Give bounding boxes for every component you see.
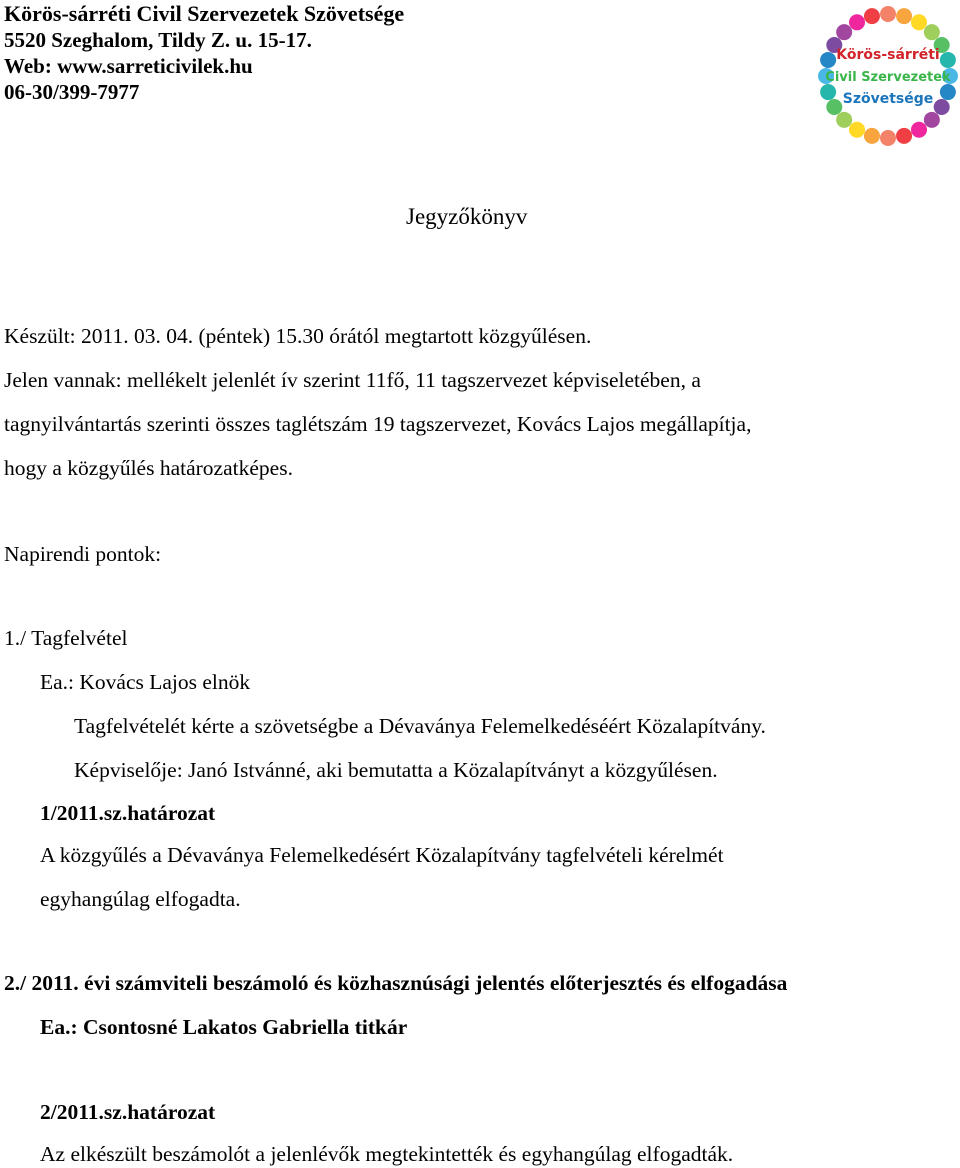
- logo-dot: [924, 24, 940, 40]
- logo-dot: [864, 8, 880, 24]
- logo-dot: [896, 128, 912, 144]
- logo-dot: [849, 14, 865, 30]
- org-web: Web: www.sarreticivilek.hu: [4, 54, 253, 78]
- item1-presenter: Ea.: Kovács Lajos elnök: [40, 670, 251, 694]
- intro-line-3: tagnyilvántartás szerinti összes taglétszám 19 tagszervezet, Kovács Lajos megállapítja,: [4, 412, 752, 436]
- org-phone: 06-30/399-7977: [4, 80, 140, 104]
- logo-dot: [820, 84, 836, 100]
- agenda-heading: Napirendi pontok:: [4, 542, 162, 566]
- logo-dot: [924, 112, 940, 128]
- logo-dot: [880, 6, 896, 22]
- item1-text-1: Tagfelvételét kérte a szövetségbe a Dévaványa Felemelkedéséért Közalapítvány.: [74, 714, 766, 738]
- logo-dot: [880, 130, 896, 146]
- item1-text-2: Képviselője: Janó Istvánné, aki bemutatta a Közalapítványt a közgyűlésen.: [74, 758, 718, 782]
- org-address: 5520 Szeghalom, Tildy Z. u. 15-17.: [4, 28, 312, 52]
- logo-dot: [940, 84, 956, 100]
- item1-resolution-text-2: egyhangúlag elfogadta.: [40, 887, 241, 911]
- logo-dot: [896, 8, 912, 24]
- logo-dot: [836, 24, 852, 40]
- item2-resolution-number: 2/2011.sz.határozat: [40, 1100, 216, 1124]
- intro-line-1: Készült: 2011. 03. 04. (péntek) 15.30 órától megtartott közgyűlésen.: [4, 324, 592, 348]
- logo-dot: [820, 52, 836, 68]
- logo-dot: [934, 99, 950, 115]
- item1-resolution-text-1: A közgyűlés a Dévaványa Felemelkedésért Közalapítvány tagfelvételi kérelmét: [40, 843, 724, 867]
- logo-dot: [836, 112, 852, 128]
- logo-dot: [864, 128, 880, 144]
- logo-dot: [849, 122, 865, 138]
- intro-line-2: Jelen vannak: mellékelt jelenlét ív szerint 11fő, 11 tagszervezet képviseletében, a: [4, 368, 701, 392]
- logo-text-line1: Körös-sárréti: [836, 47, 940, 63]
- item1-resolution-number: 1/2011.sz.határozat: [40, 801, 216, 825]
- intro-line-4: hogy a közgyűlés határozatképes.: [4, 456, 293, 480]
- logo-dot: [940, 52, 956, 68]
- logo-dot: [911, 122, 927, 138]
- logo-text-line2: Civil Szervezetek: [825, 70, 951, 85]
- item2-presenter: Ea.: Csontosné Lakatos Gabriella titkár: [40, 1015, 408, 1039]
- logo-dot: [826, 99, 842, 115]
- item1-title: 1./ Tagfelvétel: [4, 626, 128, 650]
- organization-logo: [816, 4, 960, 148]
- org-name: Körös-sárréti Civil Szervezetek Szövetsége: [4, 1, 405, 26]
- item2-title: 2./ 2011. évi számviteli beszámoló és közhasznúsági jelentés előterjesztés és elfogadása: [4, 971, 788, 995]
- document-title: Jegyzőkönyv: [406, 204, 528, 229]
- logo-dot: [911, 14, 927, 30]
- logo-text-line3: Szövetsége: [842, 91, 934, 107]
- item2-resolution-text-1: Az elkészült beszámolót a jelenlévők megtekintették és egyhangúlag elfogadták.: [40, 1142, 734, 1166]
